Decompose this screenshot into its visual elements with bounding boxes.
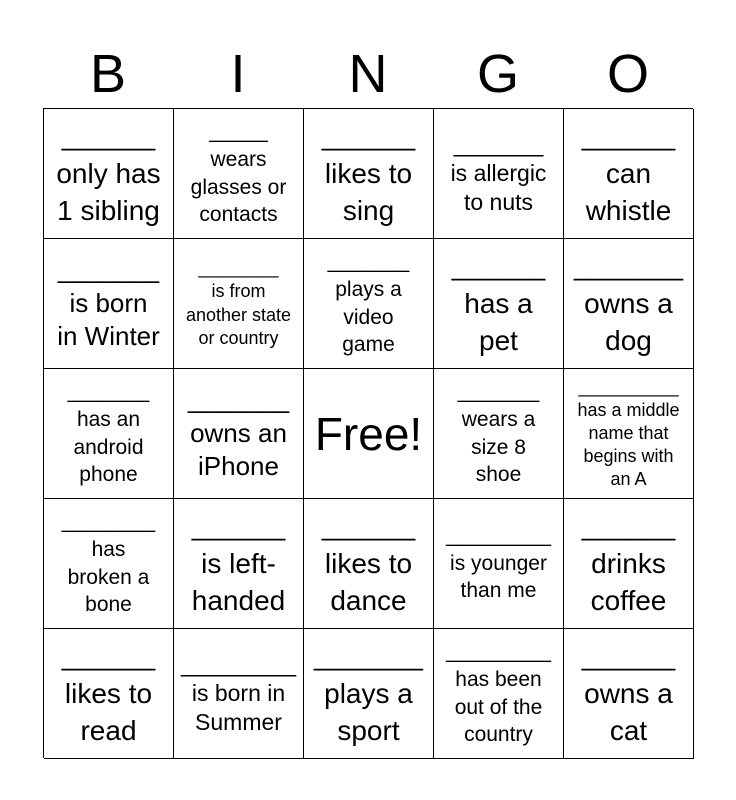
bingo-header <box>43 40 693 108</box>
bingo-cell[interactable]: _______ has an android phone <box>44 369 174 499</box>
bingo-cell[interactable]: _______ is allergic to nuts <box>434 109 564 239</box>
bingo-cell[interactable]: ______ only has 1 sibling <box>44 109 174 239</box>
bingo-cell[interactable]: ______ owns a cat <box>564 629 694 759</box>
bingo-cell[interactable]: _________ is younger than me <box>434 499 564 629</box>
bingo-cell[interactable]: ______ likes to sing <box>304 109 434 239</box>
bingo-cell[interactable]: _______ owns a dog <box>564 239 694 369</box>
bingo-cell[interactable]: _________ has been out of the country <box>434 629 564 759</box>
header-letter-g: G <box>476 44 519 104</box>
bingo-cell[interactable]: ______ can whistle <box>564 109 694 239</box>
header-letter-b: B <box>89 44 127 104</box>
bingo-cell[interactable]: _______ wears a size 8 shoe <box>434 369 564 499</box>
bingo-cell[interactable]: _______ plays a video game <box>304 239 434 369</box>
bingo-cell[interactable]: ______ likes to read <box>44 629 174 759</box>
bingo-cell[interactable]: _______ plays a sport <box>304 629 434 759</box>
bingo-cell[interactable]: _______ owns an iPhone <box>174 369 304 499</box>
bingo-cell[interactable]: ______ is left- handed <box>174 499 304 629</box>
bingo-cell[interactable]: ________ has broken a bone <box>44 499 174 629</box>
bingo-board <box>43 108 693 758</box>
bingo-cell[interactable]: _______ is born in Winter <box>44 239 174 369</box>
bingo-cell[interactable]: ______ drinks coffee <box>564 499 694 629</box>
bingo-cell[interactable]: ________ is from another state or country <box>174 239 304 369</box>
bingo-cell[interactable]: ______ has a pet <box>434 239 564 369</box>
bingo-cell[interactable]: _________ is born in Summer <box>174 629 304 759</box>
header-letter-o: O <box>606 44 649 104</box>
bingo-cell[interactable]: __________ has a middle name that begins with an A <box>564 369 694 499</box>
header-letter-n: N <box>348 44 388 104</box>
bingo-cell[interactable]: ______ likes to dance <box>304 499 434 629</box>
header-letter-i: I <box>230 44 246 104</box>
free-space-cell[interactable]: Free! <box>304 369 434 499</box>
bingo-cell[interactable]: _____ wears glasses or contacts <box>174 109 304 239</box>
